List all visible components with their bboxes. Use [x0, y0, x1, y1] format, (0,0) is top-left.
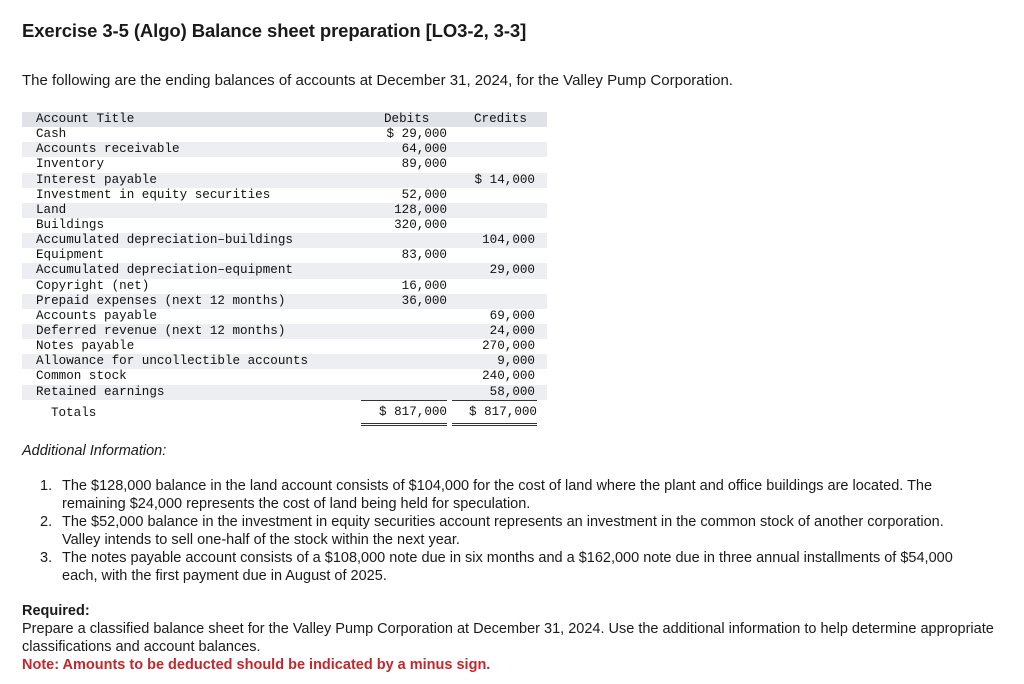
credit-amount: 24,000: [489, 323, 535, 338]
note-text: The notes payable account consists of a $108,000 note due in six months and a $162,000 note due in three annual installments of $54,000 each, with the first payment due in August of 2025.: [62, 550, 953, 584]
required-instructions: Prepare a classified balance sheet for the Valley Pump Corporation at December 31, 2024. Use the additional information to help determine appropriate classifications and account balances.: [22, 621, 994, 655]
credit-amount: 270,000: [482, 339, 535, 354]
table-row: [22, 354, 547, 369]
note-text: The $52,000 balance in the investment in equity securities account represents an investment in the common stock of another corporation. Valley intends to sell one-half of the stock within the next year.: [62, 514, 944, 548]
table-row: [22, 263, 547, 278]
note-number: 2.: [40, 514, 53, 530]
note-item: [40, 513, 980, 549]
table-row: [22, 369, 547, 384]
account-title: Inventory: [36, 157, 105, 172]
table-row: [22, 188, 547, 203]
account-title: Accumulated depreciation–equipment: [36, 263, 293, 278]
account-title: Accounts receivable: [36, 142, 180, 157]
table-row: [22, 127, 547, 142]
account-title: Buildings: [36, 217, 105, 232]
account-title: Allowance for uncollectible accounts: [36, 354, 309, 369]
header-credits: Credits: [474, 112, 527, 126]
totals-row: [22, 403, 547, 423]
debit-amount: $ 29,000: [386, 127, 447, 142]
account-title: Prepaid expenses (next 12 months): [36, 293, 286, 308]
account-title: Common stock: [36, 369, 127, 384]
total-credits: $ 817,000: [452, 400, 537, 426]
account-title: Interest payable: [36, 172, 157, 187]
additional-information-list: [40, 477, 980, 585]
credit-amount: 9,000: [497, 354, 535, 369]
account-title: Deferred revenue (next 12 months): [36, 323, 286, 338]
debit-amount: 16,000: [401, 278, 447, 293]
table-row: [22, 309, 547, 324]
table-body: [22, 127, 547, 400]
credit-amount: 240,000: [482, 369, 535, 384]
table-row: [22, 324, 547, 339]
table-row: [22, 157, 547, 172]
credit-amount: $ 14,000: [474, 172, 535, 187]
debit-amount: 36,000: [401, 293, 447, 308]
table-row: [22, 218, 547, 233]
account-title: Notes payable: [36, 339, 135, 354]
debit-amount: 89,000: [401, 157, 447, 172]
note-item: [40, 477, 980, 513]
table-row: [22, 142, 547, 157]
intro-text: The following are the ending balances of accounts at December 31, 2024, for the Valley Pump Corporation.: [22, 72, 733, 89]
required-section: [22, 602, 1002, 674]
required-heading: Required:: [22, 603, 90, 619]
header-account-title: Account Title: [36, 112, 135, 126]
table-row: [22, 339, 547, 354]
debit-amount: 64,000: [401, 142, 447, 157]
minus-sign-note: Note: Amounts to be deducted should be indicated by a minus sign.: [22, 657, 491, 673]
credit-amount: 58,000: [489, 384, 535, 399]
debit-amount: 320,000: [394, 217, 447, 232]
table-row: [22, 173, 547, 188]
account-title: Cash: [36, 127, 67, 142]
account-title: Land: [36, 202, 67, 217]
additional-information-label: Additional Information:: [22, 443, 167, 459]
exercise-title: Exercise 3-5 (Algo) Balance sheet preparation [LO3-2, 3-3]: [22, 20, 527, 41]
account-title: Investment in equity securities: [36, 187, 271, 202]
table-row: [22, 279, 547, 294]
total-debits: $ 817,000: [361, 400, 447, 426]
note-text: The $128,000 balance in the land account consists of $104,000 for the cost of land where the plant and office buildings are located. The remaining $24,000 represents the cost of land being held for speculation.: [62, 478, 933, 512]
credit-amount: 104,000: [482, 233, 535, 248]
note-number: 3.: [40, 550, 53, 566]
account-title: Retained earnings: [36, 384, 165, 399]
credit-amount: 69,000: [489, 308, 535, 323]
account-title: Accumulated depreciation–buildings: [36, 233, 293, 248]
table-row: [22, 385, 547, 400]
account-title: Equipment: [36, 248, 105, 263]
note-item: [40, 549, 980, 585]
table-row: [22, 233, 547, 248]
totals-label: Totals: [51, 405, 97, 420]
debit-amount: 52,000: [401, 187, 447, 202]
credit-amount: 29,000: [489, 263, 535, 278]
debit-amount: 83,000: [401, 248, 447, 263]
account-balances-table: [22, 112, 547, 423]
account-title: Accounts payable: [36, 308, 157, 323]
header-debits: Debits: [384, 112, 430, 126]
table-row: [22, 294, 547, 309]
table-row: [22, 203, 547, 218]
note-number: 1.: [40, 478, 53, 494]
account-title: Copyright (net): [36, 278, 150, 293]
table-header-row: [22, 112, 547, 127]
debit-amount: 128,000: [394, 202, 447, 217]
table-row: [22, 248, 547, 263]
